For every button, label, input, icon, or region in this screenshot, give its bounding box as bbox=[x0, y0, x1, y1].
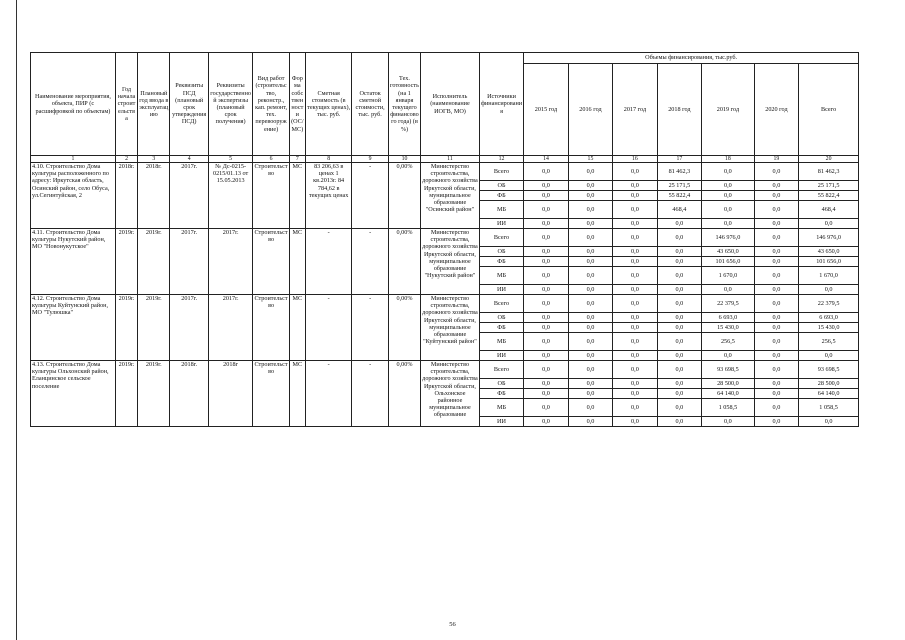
readiness: 0,00% bbox=[388, 163, 420, 229]
funding-value: 0,0 bbox=[568, 351, 612, 361]
start-year: 2018г. bbox=[115, 163, 137, 229]
funding-value: 81 462,3 bbox=[799, 163, 859, 181]
header-start-year: Год начала строительства bbox=[115, 53, 137, 156]
funding-value: 0,0 bbox=[613, 295, 657, 313]
funding-value: 0,0 bbox=[613, 257, 657, 267]
header-remaining-cost: Остаток сметной стоимости, тыс. руб. bbox=[352, 53, 388, 156]
funding-value: 0,0 bbox=[702, 285, 755, 295]
readiness: 0,00% bbox=[388, 361, 420, 427]
ownership: МС bbox=[289, 229, 305, 295]
funding-source: ИИ bbox=[479, 285, 523, 295]
funding-value: 468,4 bbox=[657, 201, 701, 219]
table-body bbox=[31, 156, 859, 427]
funding-value: 0,0 bbox=[524, 313, 568, 323]
funding-value: 0,0 bbox=[754, 399, 798, 417]
table-row bbox=[31, 295, 859, 313]
funding-value: 0,0 bbox=[568, 201, 612, 219]
funding-source: ОБ bbox=[479, 181, 523, 191]
commission-year: 2019г. bbox=[138, 361, 170, 427]
ownership: МС bbox=[289, 361, 305, 427]
readiness: 0,00% bbox=[388, 229, 420, 295]
funding-value: 0,0 bbox=[524, 333, 568, 351]
funding-value: 1 058,5 bbox=[799, 399, 859, 417]
funding-source: Всего bbox=[479, 361, 523, 379]
funding-value: 0,0 bbox=[524, 399, 568, 417]
funding-source: Всего bbox=[479, 229, 523, 247]
funding-value: 0,0 bbox=[568, 267, 612, 285]
funding-value: 55 822,4 bbox=[799, 191, 859, 201]
funding-value: 256,5 bbox=[799, 333, 859, 351]
column-number: 1 bbox=[31, 156, 116, 163]
column-number: 16 bbox=[613, 156, 657, 163]
psd-year: 2017г. bbox=[170, 163, 208, 229]
estimated-cost: - bbox=[305, 361, 352, 427]
start-year: 2019г. bbox=[115, 295, 137, 361]
funding-value: 0,0 bbox=[657, 267, 701, 285]
funding-value: 0,0 bbox=[524, 351, 568, 361]
funding-value: 0,0 bbox=[754, 247, 798, 257]
funding-value: 0,0 bbox=[613, 201, 657, 219]
funding-value: 0,0 bbox=[524, 389, 568, 399]
funding-source: ОБ bbox=[479, 379, 523, 389]
funding-source: ОБ bbox=[479, 247, 523, 257]
expertise-info: № Дс-0215-0215/01.13 от 15.05.2013 bbox=[208, 163, 252, 229]
funding-value: 0,0 bbox=[524, 379, 568, 389]
funding-value: 6 693,0 bbox=[799, 313, 859, 323]
funding-source: ФБ bbox=[479, 323, 523, 333]
column-number: 6 bbox=[253, 156, 289, 163]
work-type: Строительство bbox=[253, 163, 289, 229]
funding-value: 468,4 bbox=[799, 201, 859, 219]
funding-value: 28 500,0 bbox=[799, 379, 859, 389]
funding-value: 0,0 bbox=[524, 417, 568, 427]
executor: Министерство строительства, дорожного хозяйства Иркутской области, муниципальное образование "Осинский район" bbox=[421, 163, 480, 229]
funding-value: 101 656,0 bbox=[799, 257, 859, 267]
funding-value: 43 650,0 bbox=[799, 247, 859, 257]
expertise-info: 2018г bbox=[208, 361, 252, 427]
funding-value: 0,0 bbox=[524, 285, 568, 295]
work-type: Строительство bbox=[253, 229, 289, 295]
remaining-cost: - bbox=[352, 163, 388, 229]
funding-source: ФБ bbox=[479, 257, 523, 267]
funding-value: 0,0 bbox=[524, 219, 568, 229]
header-executor: Исполнитель (наименование ИОГВ, МО) bbox=[421, 53, 480, 156]
column-number: 11 bbox=[421, 156, 480, 163]
funding-value: 0,0 bbox=[613, 267, 657, 285]
column-number: 5 bbox=[208, 156, 252, 163]
funding-value: 0,0 bbox=[702, 351, 755, 361]
estimated-cost: 83 206,63 в ценах 1 кв.2013г. 84 784,62 в текущих ценах bbox=[305, 163, 352, 229]
object-name: 4.10. Строительство Дома культуры расположенного по адресу: Иркутская область, Осинский район, село Обуса, ул.Сегинтуйская, 2 bbox=[31, 163, 116, 229]
commission-year: 2018г. bbox=[138, 163, 170, 229]
funding-value: 0,0 bbox=[568, 257, 612, 267]
funding-value: 0,0 bbox=[524, 191, 568, 201]
column-number: 8 bbox=[305, 156, 352, 163]
funding-source: МБ bbox=[479, 333, 523, 351]
column-number: 2 bbox=[115, 156, 137, 163]
funding-value: 0,0 bbox=[613, 417, 657, 427]
funding-value: 0,0 bbox=[568, 333, 612, 351]
object-name: 4.12. Строительство Дома культуры Куйтунский район, МО "Тулюшка" bbox=[31, 295, 116, 361]
funding-value: 22 379,5 bbox=[799, 295, 859, 313]
funding-value: 0,0 bbox=[657, 351, 701, 361]
work-type: Строительство bbox=[253, 361, 289, 427]
funding-value: 0,0 bbox=[524, 181, 568, 191]
funding-value: 0,0 bbox=[568, 417, 612, 427]
funding-value: 64 140,0 bbox=[799, 389, 859, 399]
funding-value: 0,0 bbox=[754, 295, 798, 313]
funding-value: 0,0 bbox=[613, 219, 657, 229]
funding-value: 0,0 bbox=[754, 323, 798, 333]
funding-value: 0,0 bbox=[524, 247, 568, 257]
header-year: 2018 год bbox=[657, 64, 701, 156]
header-work-type: Вид работ (строительство, реконстр., кап. ремонт, тех. перевооружение) bbox=[253, 53, 289, 156]
funding-value: 0,0 bbox=[568, 181, 612, 191]
funding-value: 0,0 bbox=[613, 389, 657, 399]
funding-source: ОБ bbox=[479, 313, 523, 323]
object-name: 4.11. Строительство Дома культуры Нукутский район, МО "Новонукутское" bbox=[31, 229, 116, 295]
funding-value: 0,0 bbox=[568, 163, 612, 181]
funding-value: 81 462,3 bbox=[657, 163, 701, 181]
page-number: 56 bbox=[449, 621, 456, 628]
funding-value: 64 140,0 bbox=[702, 389, 755, 399]
funding-value: 0,0 bbox=[754, 257, 798, 267]
funding-value: 0,0 bbox=[657, 229, 701, 247]
header-year: 2016 год bbox=[568, 64, 612, 156]
funding-source: МБ bbox=[479, 267, 523, 285]
object-name: 4.13. Строительство Дома культуры Ольхонский район, Еланцинское сельское поселение bbox=[31, 361, 116, 427]
funding-value: 0,0 bbox=[754, 379, 798, 389]
funding-value: 0,0 bbox=[657, 313, 701, 323]
column-number: 7 bbox=[289, 156, 305, 163]
funding-source: ИИ bbox=[479, 417, 523, 427]
funding-value: 0,0 bbox=[568, 399, 612, 417]
funding-value: 0,0 bbox=[524, 267, 568, 285]
commission-year: 2019г. bbox=[138, 229, 170, 295]
funding-value: 1 670,0 bbox=[702, 267, 755, 285]
funding-value: 0,0 bbox=[568, 191, 612, 201]
funding-value: 0,0 bbox=[799, 351, 859, 361]
funding-value: 0,0 bbox=[568, 229, 612, 247]
column-number: 17 bbox=[657, 156, 701, 163]
funding-value: 0,0 bbox=[754, 333, 798, 351]
work-type: Строительство bbox=[253, 295, 289, 361]
funding-value: 0,0 bbox=[524, 163, 568, 181]
funding-source: ИИ bbox=[479, 219, 523, 229]
funding-value: 0,0 bbox=[568, 323, 612, 333]
funding-value: 146 976,0 bbox=[799, 229, 859, 247]
estimated-cost: - bbox=[305, 229, 352, 295]
funding-source: ИИ bbox=[479, 351, 523, 361]
header-estimated-cost: Сметная стоимость (в текущих ценах), тыс. руб. bbox=[305, 53, 352, 156]
funding-value: 0,0 bbox=[702, 219, 755, 229]
commission-year: 2019г. bbox=[138, 295, 170, 361]
funding-value: 0,0 bbox=[613, 247, 657, 257]
funding-value: 0,0 bbox=[754, 163, 798, 181]
funding-value: 6 693,0 bbox=[702, 313, 755, 323]
funding-value: 0,0 bbox=[657, 417, 701, 427]
funding-value: 0,0 bbox=[754, 219, 798, 229]
funding-value: 0,0 bbox=[613, 229, 657, 247]
header-volumes: Объемы финансирования, тыс.руб. bbox=[524, 53, 859, 64]
funding-value: 0,0 bbox=[613, 181, 657, 191]
funding-value: 256,5 bbox=[702, 333, 755, 351]
header-year: Всего bbox=[799, 64, 859, 156]
table-header bbox=[31, 53, 859, 156]
funding-value: 0,0 bbox=[613, 163, 657, 181]
funding-value: 0,0 bbox=[613, 379, 657, 389]
funding-value: 0,0 bbox=[754, 351, 798, 361]
funding-value: 25 171,5 bbox=[799, 181, 859, 191]
funding-source: Всего bbox=[479, 163, 523, 181]
funding-value: 0,0 bbox=[524, 361, 568, 379]
funding-value: 0,0 bbox=[702, 417, 755, 427]
funding-value: 0,0 bbox=[657, 323, 701, 333]
column-number: 3 bbox=[138, 156, 170, 163]
column-number: 4 bbox=[170, 156, 208, 163]
funding-value: 0,0 bbox=[657, 257, 701, 267]
expertise-info: 2017г. bbox=[208, 295, 252, 361]
funding-value: 0,0 bbox=[613, 313, 657, 323]
funding-value: 0,0 bbox=[613, 351, 657, 361]
funding-value: 0,0 bbox=[754, 417, 798, 427]
column-number: 20 bbox=[799, 156, 859, 163]
psd-year: 2017г. bbox=[170, 229, 208, 295]
funding-value: 0,0 bbox=[657, 285, 701, 295]
psd-year: 2017г. bbox=[170, 295, 208, 361]
header-year: 2019 год bbox=[702, 64, 755, 156]
header-commission-year: Плановый год ввода в эксплуатацию bbox=[138, 53, 170, 156]
start-year: 2019г. bbox=[115, 229, 137, 295]
expertise-info: 2017г. bbox=[208, 229, 252, 295]
financing-table bbox=[30, 52, 859, 427]
funding-value: 0,0 bbox=[568, 361, 612, 379]
funding-value: 0,0 bbox=[613, 333, 657, 351]
funding-value: 93 698,5 bbox=[799, 361, 859, 379]
funding-source: ФБ bbox=[479, 191, 523, 201]
funding-value: 0,0 bbox=[657, 333, 701, 351]
page-edge-line bbox=[16, 0, 17, 640]
column-number: 9 bbox=[352, 156, 388, 163]
funding-value: 1 670,0 bbox=[799, 267, 859, 285]
start-year: 2019г. bbox=[115, 361, 137, 427]
funding-value: 0,0 bbox=[702, 163, 755, 181]
column-number: 10 bbox=[388, 156, 420, 163]
funding-value: 0,0 bbox=[613, 323, 657, 333]
funding-value: 0,0 bbox=[568, 219, 612, 229]
funding-value: 0,0 bbox=[702, 181, 755, 191]
column-number: 18 bbox=[702, 156, 755, 163]
ownership: МС bbox=[289, 295, 305, 361]
column-number: 15 bbox=[568, 156, 612, 163]
table-row bbox=[31, 361, 859, 379]
header-year: 2017 год bbox=[613, 64, 657, 156]
remaining-cost: - bbox=[352, 361, 388, 427]
funding-value: 0,0 bbox=[568, 285, 612, 295]
header-object-name: Наименование мероприятия, объекта, ПИР (с расшифровкой по объектам) bbox=[31, 53, 116, 156]
funding-value: 0,0 bbox=[799, 219, 859, 229]
header-psd: Реквизиты ПСД (плановый срок утверждения ПСД) bbox=[170, 53, 208, 156]
funding-value: 0,0 bbox=[702, 191, 755, 201]
funding-value: 0,0 bbox=[657, 247, 701, 257]
funding-value: 15 430,0 bbox=[799, 323, 859, 333]
funding-value: 0,0 bbox=[754, 201, 798, 219]
ownership: МС bbox=[289, 163, 305, 229]
funding-value: 0,0 bbox=[657, 399, 701, 417]
header-readiness: Тех. готовность (на 1 января текущего финансового года) (в %) bbox=[388, 53, 420, 156]
funding-value: 0,0 bbox=[524, 229, 568, 247]
header-year: 2020 год bbox=[754, 64, 798, 156]
funding-value: 0,0 bbox=[799, 285, 859, 295]
executor: Министерство строительства, дорожного хозяйства Иркутской области, Ольхонское районное муниципальное образование bbox=[421, 361, 480, 427]
column-number: 12 bbox=[479, 156, 523, 163]
funding-value: 0,0 bbox=[657, 379, 701, 389]
funding-value: 1 058,5 bbox=[702, 399, 755, 417]
executor: Министерство строительства, дорожного хозяйства Иркутской области, муниципальное образование "Куйтунский район" bbox=[421, 295, 480, 361]
funding-value: 146 976,0 bbox=[702, 229, 755, 247]
funding-value: 0,0 bbox=[613, 285, 657, 295]
estimated-cost: - bbox=[305, 295, 352, 361]
funding-value: 0,0 bbox=[657, 361, 701, 379]
funding-value: 101 656,0 bbox=[702, 257, 755, 267]
funding-source: Всего bbox=[479, 295, 523, 313]
remaining-cost: - bbox=[352, 229, 388, 295]
table-row bbox=[31, 229, 859, 247]
funding-value: 22 379,5 bbox=[702, 295, 755, 313]
table-row bbox=[31, 163, 859, 181]
funding-value: 0,0 bbox=[799, 417, 859, 427]
funding-value: 0,0 bbox=[657, 389, 701, 399]
funding-value: 0,0 bbox=[754, 229, 798, 247]
funding-value: 0,0 bbox=[613, 191, 657, 201]
funding-value: 0,0 bbox=[754, 267, 798, 285]
header-year: 2015 год bbox=[524, 64, 568, 156]
funding-value: 0,0 bbox=[754, 361, 798, 379]
funding-value: 0,0 bbox=[754, 389, 798, 399]
funding-source: МБ bbox=[479, 201, 523, 219]
funding-value: 28 500,0 bbox=[702, 379, 755, 389]
funding-value: 0,0 bbox=[754, 285, 798, 295]
funding-value: 0,0 bbox=[568, 379, 612, 389]
funding-value: 0,0 bbox=[754, 313, 798, 323]
funding-value: 55 822,4 bbox=[657, 191, 701, 201]
remaining-cost: - bbox=[352, 295, 388, 361]
funding-value: 0,0 bbox=[613, 361, 657, 379]
funding-value: 0,0 bbox=[524, 257, 568, 267]
header-funding-source: Источники финансирования bbox=[479, 53, 523, 156]
header-expertise: Реквизиты государственной экспертизы (плановый срок получения) bbox=[208, 53, 252, 156]
funding-value: 0,0 bbox=[702, 201, 755, 219]
funding-value: 0,0 bbox=[568, 389, 612, 399]
column-number-row bbox=[31, 156, 859, 163]
funding-value: 25 171,5 bbox=[657, 181, 701, 191]
funding-source: ФБ bbox=[479, 389, 523, 399]
funding-value: 0,0 bbox=[568, 247, 612, 257]
column-number: 14 bbox=[524, 156, 568, 163]
funding-value: 0,0 bbox=[613, 399, 657, 417]
funding-value: 0,0 bbox=[524, 323, 568, 333]
funding-value: 15 430,0 bbox=[702, 323, 755, 333]
psd-year: 2018г. bbox=[170, 361, 208, 427]
funding-value: 0,0 bbox=[568, 313, 612, 323]
header-ownership: Форма собственности (ОС/МС) bbox=[289, 53, 305, 156]
executor: Министерство строительства, дорожного хозяйства Иркутской области, муниципальное образование "Нукутский район" bbox=[421, 229, 480, 295]
funding-value: 0,0 bbox=[754, 181, 798, 191]
funding-value: 0,0 bbox=[524, 295, 568, 313]
funding-value: 0,0 bbox=[568, 295, 612, 313]
column-number: 19 bbox=[754, 156, 798, 163]
funding-value: 0,0 bbox=[754, 191, 798, 201]
funding-source: МБ bbox=[479, 399, 523, 417]
readiness: 0,00% bbox=[388, 295, 420, 361]
funding-value: 0,0 bbox=[524, 201, 568, 219]
funding-value: 0,0 bbox=[657, 295, 701, 313]
funding-value: 43 650,0 bbox=[702, 247, 755, 257]
funding-value: 93 698,5 bbox=[702, 361, 755, 379]
funding-value: 0,0 bbox=[657, 219, 701, 229]
